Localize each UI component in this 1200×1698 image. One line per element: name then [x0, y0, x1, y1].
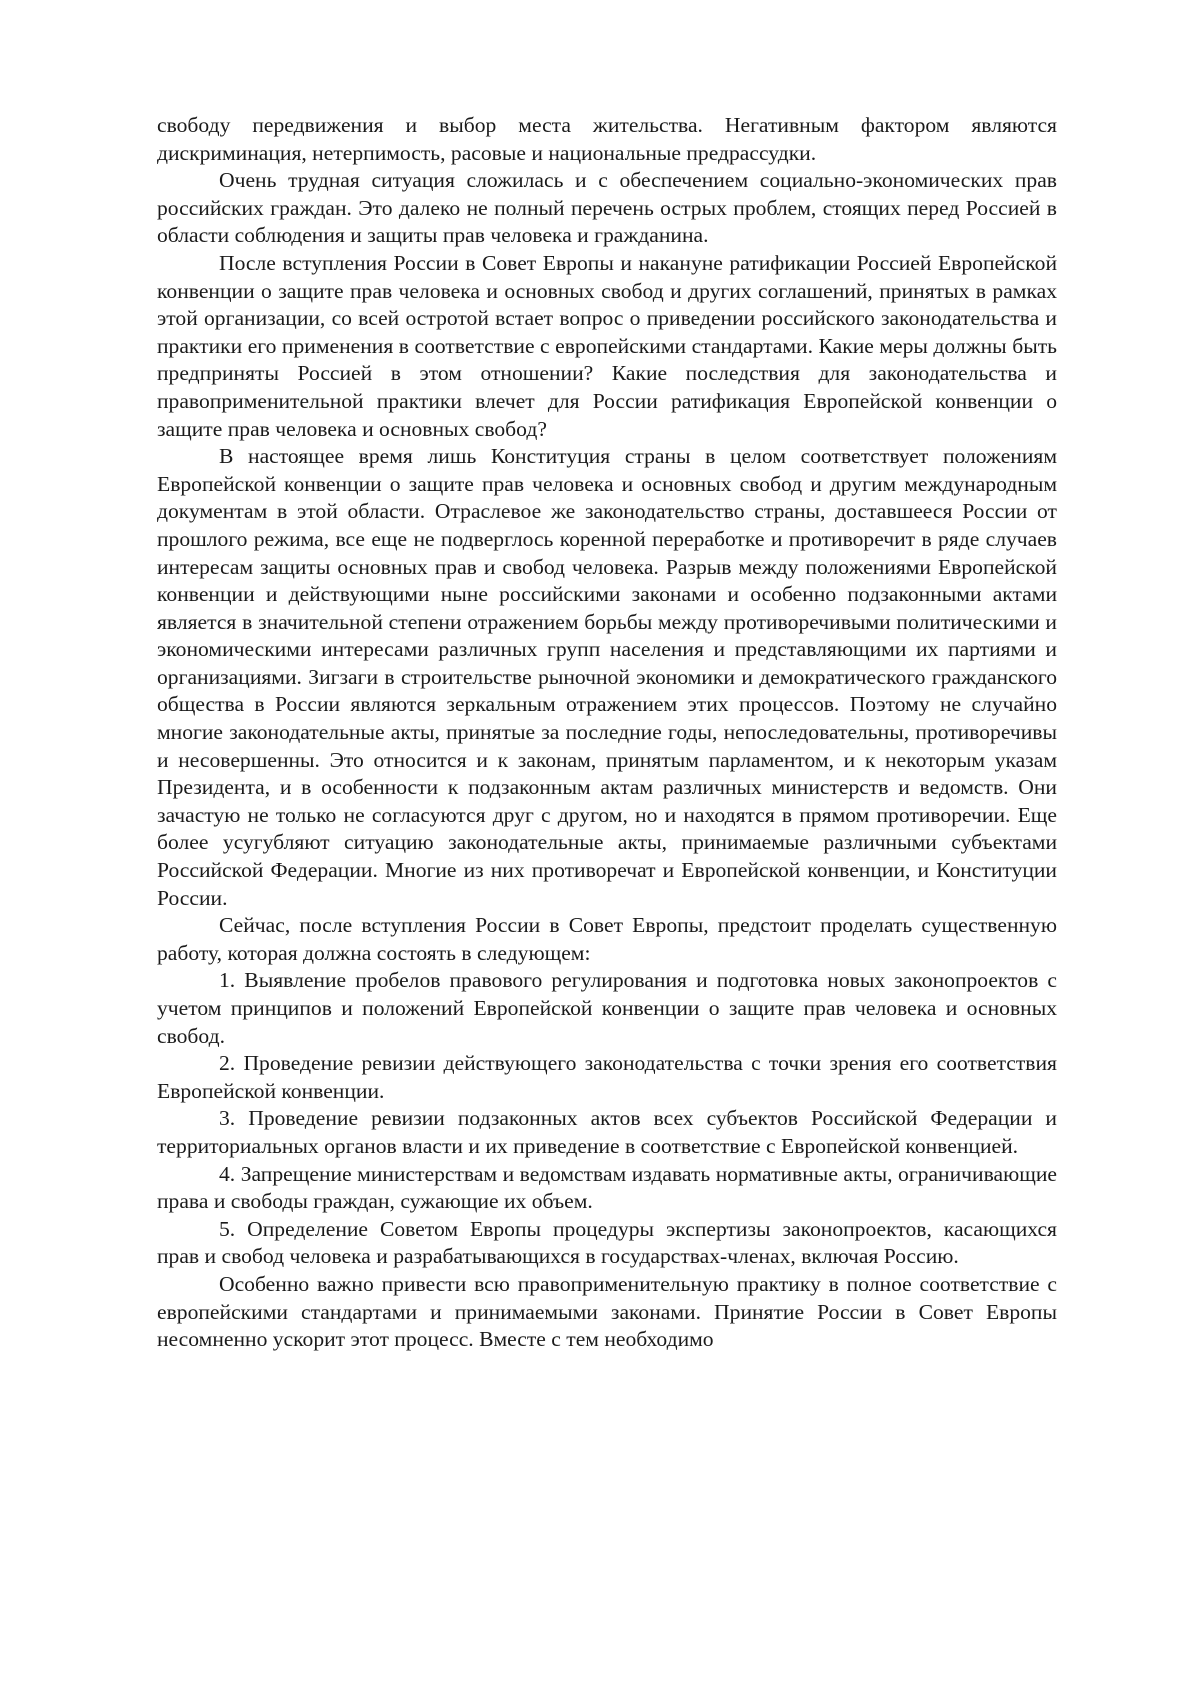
body-text [157, 112, 1057, 1354]
list-item-5: 5. Определение Советом Европы процедуры экспертизы законопроектов, касающихся прав и свобод человека и разрабатывающихся в государствах-членах, включая Россию. [157, 1216, 1057, 1271]
paragraph-law-enforcement-practice: Особенно важно привести всю правоприменительную практику в полное соответствие с европейскими стандартами и принимаемыми законами. Принятие России в Совет Европы несомненно ускорит этот процесс. Вместе с тем необходимо [157, 1271, 1057, 1354]
list-item-4: 4. Запрещение министерствам и ведомствам издавать нормативные акты, ограничивающие права и свободы граждан, сужающие их объем. [157, 1161, 1057, 1216]
document-page [0, 0, 1200, 1698]
paragraph-continuation: свободу передвижения и выбор места жительства. Негативным фактором являются дискриминация, нетерпимость, расовые и национальные предрассудки. [157, 112, 1057, 167]
list-item-1: 1. Выявление пробелов правового регулирования и подготовка новых законопроектов с учетом принципов и положений Европейской конвенции о защите прав человека и основных свобод. [157, 967, 1057, 1050]
list-item-3: 3. Проведение ревизии подзаконных актов всех субъектов Российской Федерации и территориальных органов власти и их приведение в соответствие с Европейской конвенцией. [157, 1105, 1057, 1160]
paragraph-constitution-conformity: В настоящее время лишь Конституция страны в целом соответствует положениям Европейской конвенции о защите прав человека и основных свобод и другим международным документам в этой области. Отраслевое же законодательство страны, доставшееся России от прошлого режима, все еще не подверглось коренной переработке и противоречит в ряде случаев интересам защиты основных прав и свобод человека. Разрыв между положениями Европейской конвенции и действующими ныне российскими законами и особенно подзаконными актами является в значительной степени отражением борьбы между противоречивыми политическими и экономическими интересами различных групп населения и представляющими их партиями и организациями. Зигзаги в строительстве рыночной экономики и демократического гражданского общества в России являются зеркальным отражением этих процессов. Поэтому не случайно многие законодательные акты, принятые за последние годы, непоследовательны, противоречивы и несовершенны. Это относится и к законам, принятым парламентом, и к некоторым указам Президента, и в особенности к подзаконным актам различных министерств и ведомств. Они зачастую не только не согласуются друг с другом, но и находятся в прямом противоречии. Еще более усугубляют ситуацию законодательные акты, принимаемые различными субъектами Российской Федерации. Многие из них противоречат и Европейской конвенции, и Конституции России. [157, 443, 1057, 912]
list-item-2: 2. Проведение ревизии действующего законодательства с точки зрения его соответствия Европейской конвенции. [157, 1050, 1057, 1105]
paragraph-tasks-intro: Сейчас, после вступления России в Совет Европы, предстоит проделать существенную работу, которая должна состоять в следующем: [157, 912, 1057, 967]
paragraph-socioeconomic-rights: Очень трудная ситуация сложилась и с обеспечением социально-экономических прав российских граждан. Это далеко не полный перечень острых проблем, стоящих перед Россией в области соблюдения и защиты прав человека и гражданина. [157, 167, 1057, 250]
paragraph-council-of-europe-entry: После вступления России в Совет Европы и накануне ратификации Россией Европейской конвенции о защите прав человека и основных свобод и других соглашений, принятых в рамках этой организации, со всей остротой встает вопрос о приведении российского законодательства и практики его применения в соответствие с европейскими стандартами. Какие меры должны быть предприняты Россией в этом отношении? Какие последствия для законодательства и правоприменительной практики влечет для России ратификация Европейской конвенции о защите прав человека и основных свобод? [157, 250, 1057, 443]
